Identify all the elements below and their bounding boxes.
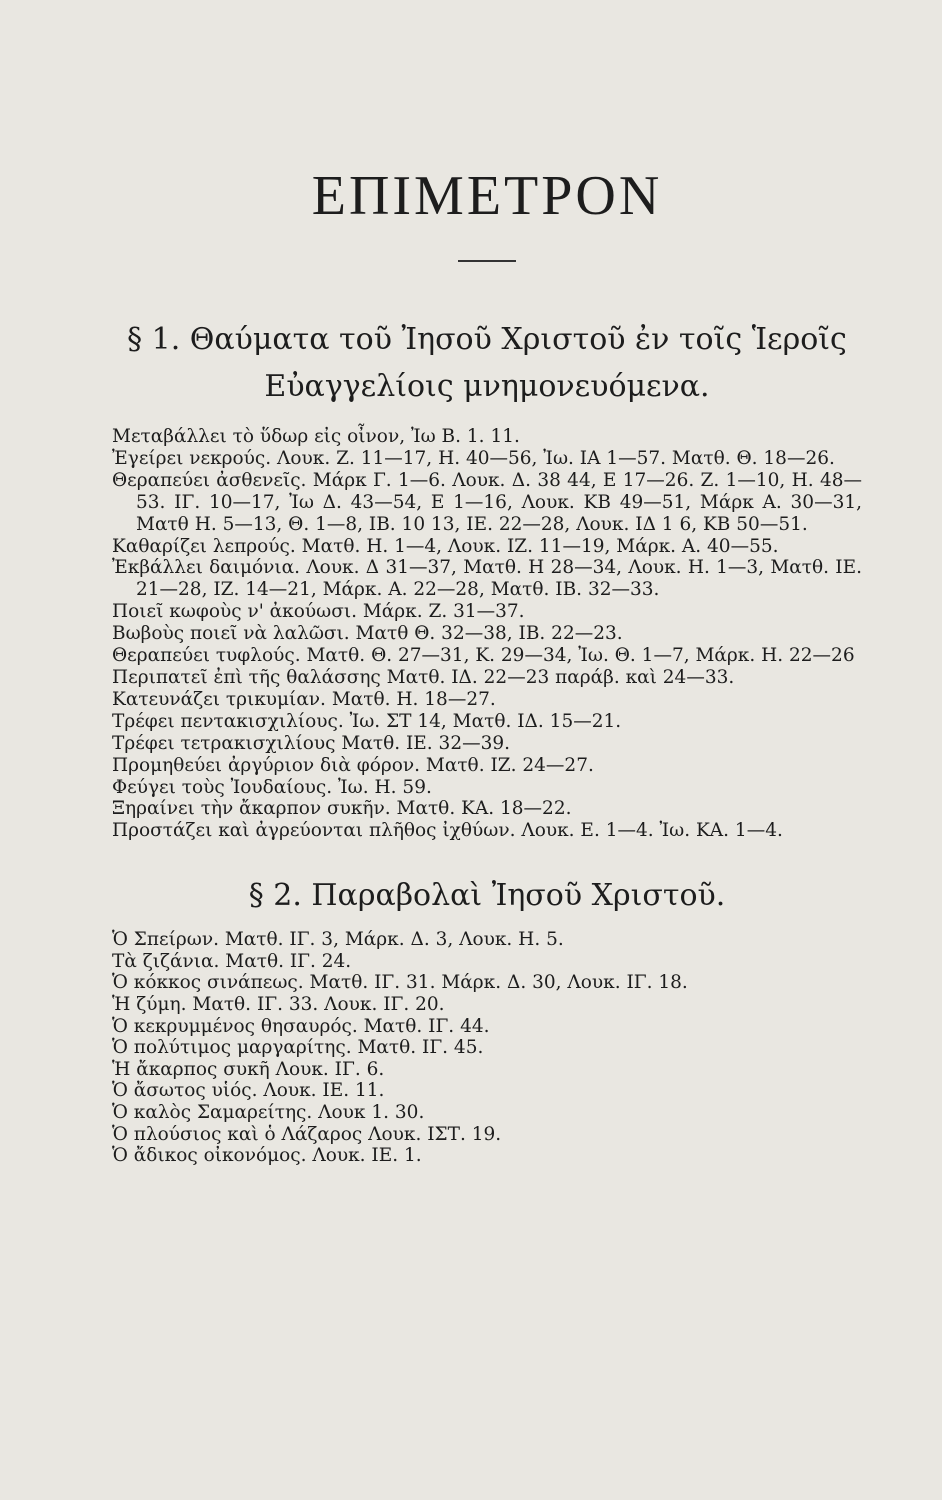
entry: Τρέφει πεντακισχιλίους. Ἰω. ΣΤ 14, Ματθ. ΙΔ. 15—21. — [112, 710, 622, 732]
entry: Μεταβάλλει τὸ ὕδωρ εἰς οἶνον, Ἰω Β. 1. 11. — [112, 426, 520, 447]
entry: Ἐκβάλλει δαιμόνια. Λουκ. Δ 31—37, Ματθ. Η 28—34, Λουκ. Η. 1—3, Ματθ. ΙΕ. 21—28, ΙΖ. 14—21, Μάρκ. Α. 22—28, Ματθ. ΙΒ. 32—33. — [112, 557, 862, 601]
entry: Ὁ κεκρυμμένος θησαυρός. Ματθ. ΙΓ. 44. — [112, 1015, 490, 1037]
entry: Βωβοὺς ποιεῖ νὰ λαλῶσι. Ματθ Θ. 32—38, ΙΒ. 22—23. — [112, 623, 623, 645]
entry: Προμηθεύει ἀργύριον διὰ φόρον. Ματθ. ΙΖ. 24—27. — [112, 754, 594, 776]
entry: Ὁ πλούσιος καὶ ὁ Λάζαρος Λουκ. ΙΣΤ. 19. — [112, 1123, 502, 1145]
entry: Τὰ ζιζάνια. Ματθ. ΙΓ. 24. — [112, 950, 352, 972]
page-title: ΕΠΙΜΕΤΡΟΝ — [311, 165, 663, 227]
entry: Ἡ ζύμη. Ματθ. ΙΓ. 33. Λουκ. ΙΓ. 20. — [112, 994, 445, 1015]
entry: Ξηραίνει τὴν ἄκαρπον συκῆν. Ματθ. ΚΑ. 18—22. — [112, 798, 572, 820]
section-1-heading: § 1. Θαύματα τοῦ Ἰησοῦ Χριστοῦ ἐν τοῖς Ἱεροῖς Εὐαγγελίοις μνημονευόμενα. — [127, 322, 847, 404]
entry: Ποιεῖ κωφοὺς ν' ἀκούωσι. Μάρκ. Ζ. 31—37. — [112, 601, 525, 623]
entry: Τρέφει τετρακισχιλίους Ματθ. ΙΕ. 32—39. — [112, 732, 511, 754]
entry: Κατευνάζει τρικυμίαν. Ματθ. Η. 18—27. — [112, 688, 496, 710]
entry: Φεύγει τοὺς Ἰουδαίους. Ἰω. Η. 59. — [112, 776, 432, 798]
entry: Ὁ καλὸς Σαμαρείτης. Λουκ 1. 30. — [112, 1101, 425, 1123]
entry: Καθαρίζει λεπρούς. Ματθ. Η. 1—4, Λουκ. ΙΖ. 11—19, Μάρκ. Α. 40—55. — [112, 535, 779, 557]
section-2-heading: § 2. Παραβολαὶ Ἰησοῦ Χριστοῦ. — [248, 878, 726, 914]
entry: Ἡ ἄκαρπος συκῆ Λουκ. ΙΓ. 6. — [112, 1058, 385, 1080]
entry: Ὁ πολύτιμος μαργαρίτης. Ματθ. ΙΓ. 45. — [112, 1037, 484, 1059]
entry: Θεραπεύει τυφλούς. Ματθ. Θ. 27—31, Κ. 29—34, Ἰω. Θ. 1—7, Μάρκ. Η. 22—26 — [112, 645, 855, 667]
entry: Ὁ κόκκος σινάπεως. Ματθ. ΙΓ. 31. Μάρκ. Δ. 30, Λουκ. ΙΓ. 18. — [112, 972, 688, 994]
entry: Ὁ Σπείρων. Ματθ. ΙΓ. 3, Μάρκ. Δ. 3, Λουκ. Η. 5. — [112, 929, 564, 951]
entry: Περιπατεῖ ἐπὶ τῆς θαλάσσης Ματθ. ΙΔ. 22—23 παράβ. καὶ 24—33. — [112, 666, 735, 688]
title-rule — [458, 260, 516, 262]
entry: Προστάζει καὶ ἀγρεύονται πλῆθος ἰχθύων. Λουκ. Ε. 1—4. Ἰω. ΚΑ. 1—4. — [112, 820, 783, 842]
entry: Ὁ ἄσωτος υἱός. Λουκ. ΙΕ. 11. — [112, 1080, 385, 1102]
entry: Ὁ ἄδικος οἰκονόμος. Λουκ. ΙΕ. 1. — [112, 1145, 422, 1167]
section-1-entries — [112, 426, 862, 842]
entry: Θεραπεύει ἀσθενεῖς. Μάρκ Γ. 1—6. Λουκ. Δ. 38 44, Ε 17—26. Ζ. 1—10, Η. 48—53. ΙΓ. 10—17, Ἰω Δ. 43—54, Ε 1—16, Λουκ. ΚΒ 49—51, Μάρκ Α. 30—31, Ματθ Η. 5—13, Θ. 1—8, ΙΒ. 10 13, ΙΕ. 22—28, Λουκ. ΙΔ 1 6, ΚΒ 50—51. — [112, 469, 862, 535]
section-2-entries — [112, 929, 862, 1167]
entry: Ἐγείρει νεκρούς. Λουκ. Ζ. 11—17, Η. 40—56, Ἰω. ΙΑ 1—57. Ματθ. Θ. 18—26. — [112, 447, 835, 469]
